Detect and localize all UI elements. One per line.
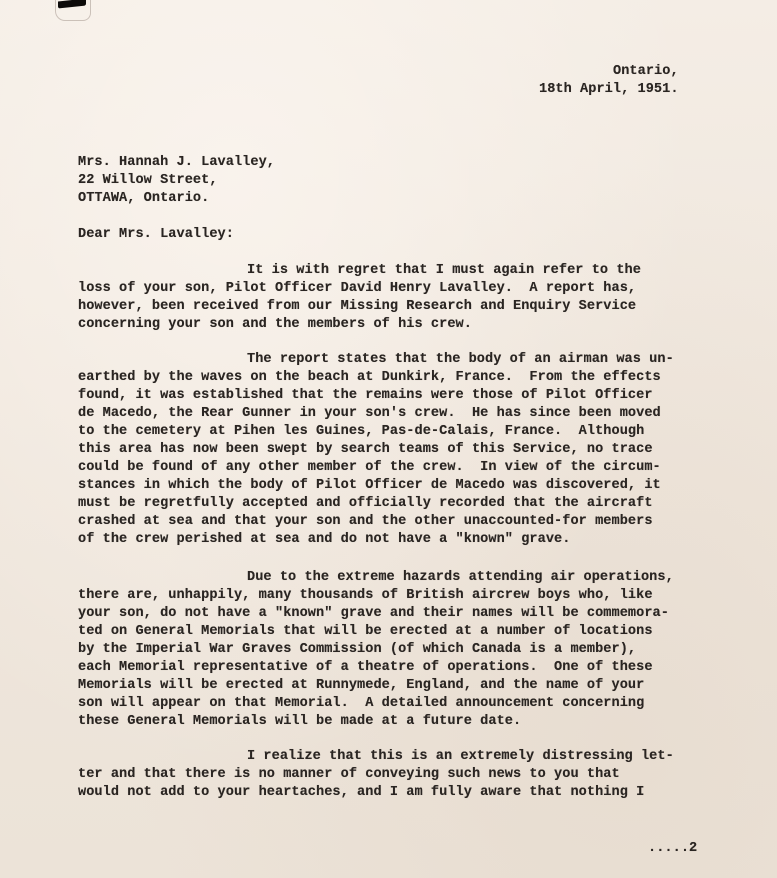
- paragraph-line: I realize that this is an extremely distressing let-: [247, 749, 674, 764]
- paragraph-4: [78, 748, 674, 802]
- paragraph-line: son will appear on that Memorial. A detailed announcement concerning: [78, 696, 645, 711]
- paragraph-line: these General Memorials will be made at a future date.: [78, 714, 522, 729]
- paragraph-3: [78, 569, 674, 731]
- paragraph-line: concerning your son and the members of his crew.: [78, 317, 472, 332]
- letter-date: 18th April, 1951.: [539, 82, 679, 97]
- recipient-city: OTTAWA, Ontario.: [78, 191, 210, 206]
- paragraph-line: stances in which the body of Pilot Officer de Macedo was discovered, it: [78, 478, 661, 493]
- paragraph-2: [78, 351, 674, 549]
- recipient-street: 22 Willow Street,: [78, 173, 218, 188]
- paragraph-line: ter and that there is no manner of conveying such news to you that: [78, 767, 620, 782]
- paragraph-line: It is with regret that I must again refer to the: [247, 263, 641, 278]
- paragraph-line: found, it was established that the remains were those of Pilot Officer: [78, 388, 653, 403]
- paragraph-1: [78, 262, 641, 334]
- paragraph-line: this area has now been swept by search teams of this Service, no trace: [78, 442, 653, 457]
- paragraph-line: earthed by the waves on the beach at Dunkirk, France. From the effects: [78, 370, 661, 385]
- paragraph-line: The report states that the body of an airman was un-: [247, 352, 674, 367]
- paragraph-line: to the cemetery at Pihen les Guines, Pas-de-Calais, France. Although: [78, 424, 645, 439]
- paragraph-line: must be regretfully accepted and officially recorded that the aircraft: [78, 496, 653, 511]
- paragraph-line: would not add to your heartaches, and I am fully aware that nothing I: [78, 785, 645, 800]
- letter-place: Ontario,: [613, 64, 679, 79]
- paragraph-line: however, been received from our Missing Research and Enquiry Service: [78, 299, 637, 314]
- paragraph-line: there are, unhappily, many thousands of British aircrew boys who, like: [78, 588, 653, 603]
- paragraph-line: de Macedo, the Rear Gunner in your son's crew. He has since been moved: [78, 406, 661, 421]
- paragraph-line: of the crew perished at sea and do not have a "known" grave.: [78, 532, 571, 547]
- paragraph-line: by the Imperial War Graves Commission (of which Canada is a member),: [78, 642, 637, 657]
- recipient-name: Mrs. Hannah J. Lavalley,: [78, 155, 275, 170]
- paragraph-line: ted on General Memorials that will be erected at a number of locations: [78, 624, 653, 639]
- paragraph-line: Due to the extreme hazards attending air operations,: [247, 570, 674, 585]
- paragraph-line: each Memorial representative of a theatre of operations. One of these: [78, 660, 653, 675]
- paragraph-line: crashed at sea and that your son and the other unaccounted-for members: [78, 514, 653, 529]
- paragraph-line: your son, do not have a "known" grave and their names will be commemora-: [78, 606, 669, 621]
- paragraph-line: could be found of any other member of the crew. In view of the circum-: [78, 460, 661, 475]
- page-continuation-marker: .....2: [648, 841, 698, 856]
- paragraph-line: loss of your son, Pilot Officer David Henry Lavalley. A report has,: [78, 281, 637, 296]
- salutation: Dear Mrs. Lavalley:: [78, 227, 234, 242]
- paragraph-line: Memorials will be erected at Runnymede, England, and the name of your: [78, 678, 645, 693]
